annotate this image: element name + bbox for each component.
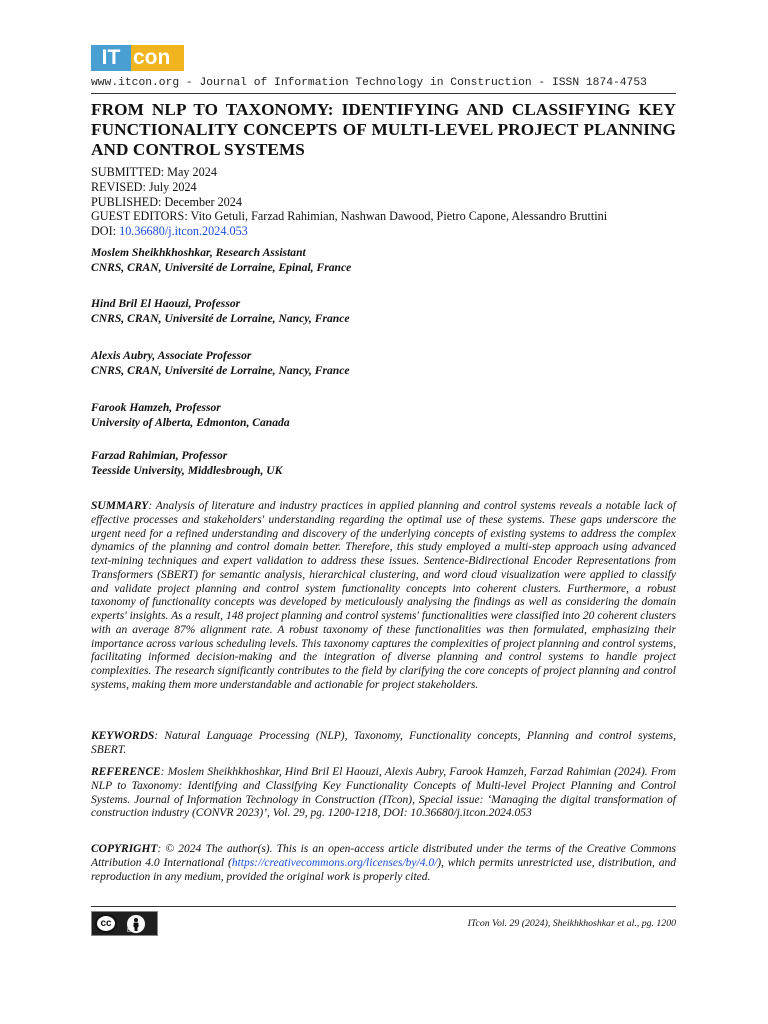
author-name: Farook Hamzeh, Professor <box>91 401 221 414</box>
summary-label: SUMMARY <box>91 500 149 512</box>
author-affiliation: CNRS, CRAN, Université de Lorraine, Nancy, France <box>91 311 350 325</box>
reference-text: : Moslem Sheikhkhoshkar, Hind Bril El Haouzi, Alexis Aubry, Farook Hamzeh, Farzad Rahimian (2024). From NLP to Taxonomy: Identifying and Classifying Key Functionality Concepts of Multi-level Project Planning and Control Systems. Journal of Information Technology in Construction (ITcon), Special issue: ‘Managing the digital transformation of construction industry (CONVR 2023)’, Vol. 29, pg. 1200-1218, DOI: 10.36680/j.itcon.2024.053 <box>91 766 676 820</box>
author-name: Hind Bril El Haouzi, Professor <box>91 297 241 310</box>
journal-header: www.itcon.org - Journal of Information Technology in Construction - ISSN 1874-4753 <box>91 77 647 89</box>
header-rule <box>91 93 676 94</box>
author-name: Moslem Sheikhkhoshkar, Research Assistant <box>91 246 306 259</box>
author-affiliation: University of Alberta, Edmonton, Canada <box>91 415 290 429</box>
doi-link[interactable]: 10.36680/j.itcon.2024.053 <box>119 224 248 239</box>
summary-text: : Analysis of literature and industry practices in applied planning and control systems reveals a notable lack of effective processes and stakeholders' understanding regarding the optimal use of these systems. These gaps underscore the urgent need for a refined understanding and discovery of the underlying concepts of existing systems to address the complex dynamics of the planning and control domain better. Therefore, this study employed a multi-step approach using advanced text-mining techniques and expert validation to address these issues. Sentence-Bidirectional Encoder Representations from Transformers (SBERT) for semantic analysis, hierarchical clustering, and word cloud visualization were applied to classify and validate project planning and control system functionality concepts into coherent clusters. Furthermore, a robust taxonomy of functionality concepts was developed by meticulously analysing the findings as well as considering the domain experts' insights. As a result, 148 project planning and control systems' functionalities were classified into 20 coherent clusters with an average 87% alignment rate. A robust taxonomy of these functionalities was then formulated, emphasizing their importance across various scheduling levels. This taxonomy captures the complexities of project planning and control systems, facilitating informed decision-making and the integration of diverse planning and control systems to handle project complexities. The research significantly contributes to the field by clarifying the core concepts of project planning and control systems, making them more understandable and actionable for project stakeholders. <box>91 500 676 691</box>
author-affiliation: CNRS, CRAN, Université de Lorraine, Epinal, France <box>91 260 352 274</box>
author-entry <box>91 246 676 275</box>
copyright-text-before: : © 2024 The author(s). This is an open-access article distributed under the terms of the Creative Commons Attribution 4.0 International ( <box>91 843 676 869</box>
author-entry <box>91 449 676 478</box>
reference <box>91 766 676 821</box>
license-link[interactable]: https://creativecommons.org/licenses/by/4.0/ <box>231 856 438 869</box>
cc-icon: cc <box>95 914 117 933</box>
doi-line <box>91 224 676 239</box>
author-name: Alexis Aubry, Associate Professor <box>91 349 252 362</box>
author-entry <box>91 297 676 326</box>
reference-label: REFERENCE <box>91 766 161 778</box>
keywords-text: : Natural Language Processing (NLP), Taxonomy, Functionality concepts, Planning and control systems, SBERT. <box>91 730 676 756</box>
author-entry <box>91 349 676 378</box>
submitted-date: SUBMITTED: May 2024 <box>91 165 217 179</box>
logo-it: IT <box>91 45 131 71</box>
page-footer: ITcon Vol. 29 (2024), Sheikhkhoshkar et al., pg. 1200 <box>467 918 676 929</box>
by-label: BY <box>127 928 136 934</box>
summary-abstract <box>91 500 676 693</box>
revised-date: REVISED: July 2024 <box>91 179 197 194</box>
published-date: PUBLISHED: December 2024 <box>91 194 242 209</box>
keywords-label: KEYWORDS <box>91 730 155 742</box>
cc-by-license-badge[interactable] <box>91 911 158 936</box>
author-name: Farzad Rahimian, Professor <box>91 449 228 462</box>
copyright-label: COPYRIGHT <box>91 843 158 855</box>
submission-metadata <box>91 165 676 239</box>
keywords <box>91 730 676 758</box>
author-affiliation: Teesside University, Middlesbrough, UK <box>91 463 283 477</box>
doi-label: DOI: <box>91 224 120 239</box>
copyright-text-after: ), which permits unrestricted use, distribution, and reproduction in any medium, provided the original work is properly cited. <box>91 856 676 883</box>
footer-rule <box>91 906 676 907</box>
paper-title: FROM NLP TO TAXONOMY: IDENTIFYING AND CLASSIFYING KEY FUNCTIONALITY CONCEPTS OF MULTI-LEVEL PROJECT PLANNING AND CONTROL SYSTEMS <box>91 100 676 159</box>
itcon-logo[interactable] <box>91 45 184 71</box>
guest-editors: GUEST EDITORS: Vito Getuli, Farzad Rahimian, Nashwan Dawood, Pietro Capone, Alessandro Bruttini <box>91 209 608 224</box>
copyright <box>91 843 676 884</box>
logo-con: con <box>133 46 171 69</box>
author-affiliation: CNRS, CRAN, Université de Lorraine, Nancy, France <box>91 363 350 377</box>
author-entry <box>91 401 676 430</box>
